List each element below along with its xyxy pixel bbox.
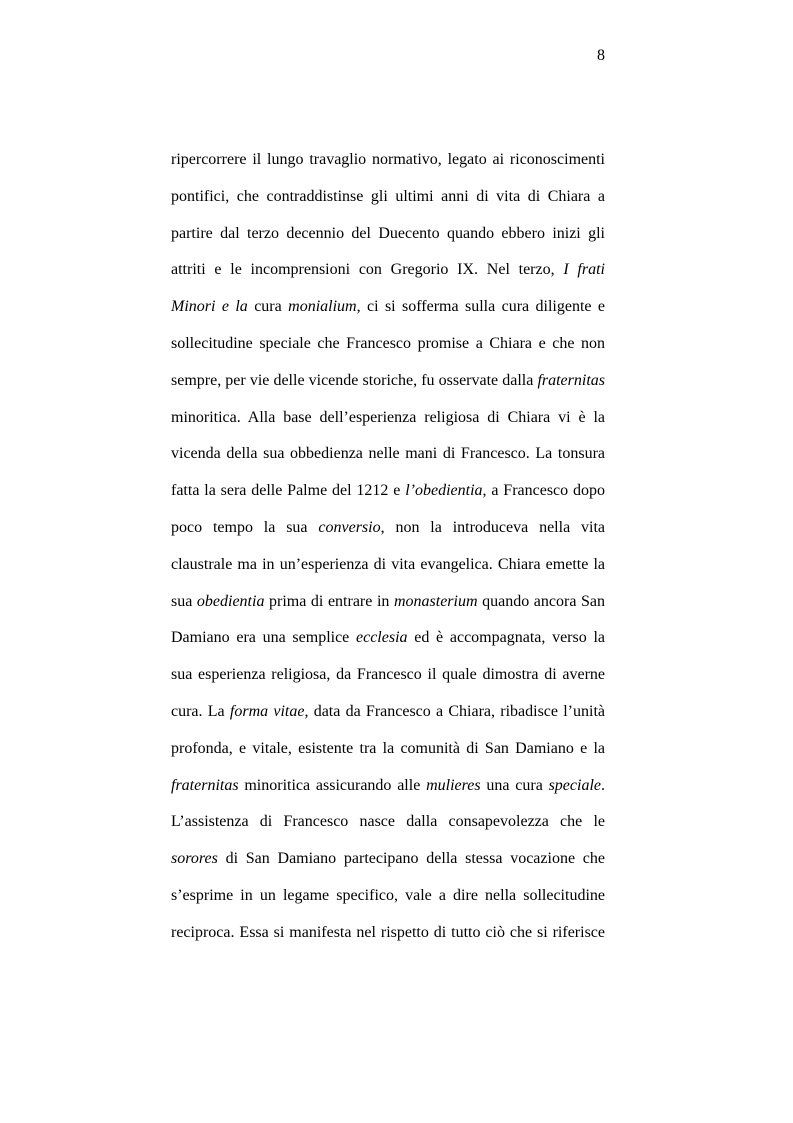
text-segment: Damiano era una semplice [171, 629, 356, 647]
text-segment: fatta la sera delle Palme del 1212 e [171, 482, 406, 500]
italic-segment: ecclesia [356, 629, 408, 647]
text-line [171, 442, 605, 479]
text-line [171, 258, 605, 295]
text-line [171, 148, 605, 185]
italic-segment: fraternitas [537, 371, 605, 389]
text-segment: L’assistenza di Francesco nasce dalla consapevolezza che le [171, 813, 605, 831]
italic-segment: l’obedientia [405, 482, 483, 500]
text-line [171, 700, 605, 737]
text-segment: vicenda della sua obbedienza nelle mani di Francesco. La tonsura [171, 445, 605, 463]
text-line [171, 406, 605, 443]
text-line [171, 222, 605, 259]
italic-segment: conversio [318, 518, 381, 536]
italic-segment: sorores [171, 850, 218, 868]
text-line [171, 590, 605, 627]
text-segment: ripercorrere il lungo travaglio normativo, legato ai riconoscimenti [171, 151, 605, 168]
text-segment: sempre, per vie delle vicende storiche, fu osservate dalla [171, 371, 538, 389]
text-line [171, 847, 605, 884]
italic-segment: I frati [563, 261, 605, 279]
text-segment: , a Francesco dopo [482, 482, 605, 500]
text-segment: . [601, 776, 605, 794]
text-segment: , data da Francesco a Chiara, ribadisce l’unità [304, 702, 606, 720]
italic-segment: monialium [288, 298, 357, 316]
text-line [171, 295, 605, 332]
text-line [171, 626, 605, 663]
text-segment: poco tempo la sua [171, 518, 319, 536]
text-line [171, 810, 605, 847]
text-line [171, 516, 605, 553]
text-line [171, 921, 605, 958]
text-segment: , non la introduceva nella vita [380, 518, 606, 536]
text-segment: cura. La [171, 702, 230, 720]
text-segment: reciproca. Essa si manifesta nel rispetto di tutto ciò che si riferisce [171, 923, 605, 941]
text-line [171, 553, 605, 590]
italic-segment: monasterium [393, 592, 478, 610]
text-segment: claustrale ma in un’esperienza di vita evangelica. Chiara emette la [171, 555, 605, 573]
italic-segment: fraternitas [171, 776, 239, 794]
text-segment: attriti e le incomprensioni con Gregorio IX. Nel terzo, [171, 261, 564, 279]
text-line [171, 185, 605, 222]
text-segment: prima di entrare in [264, 592, 394, 610]
text-segment: sua [171, 592, 197, 610]
text-segment: sollecitudine speciale che Francesco promise a Chiara e che non [171, 334, 605, 352]
italic-segment: Minori e la [171, 298, 248, 316]
text-line [171, 737, 605, 774]
text-segment: s’esprime in un legame specifico, vale a dire nella sollecitudine [171, 886, 605, 904]
text-segment: partire dal terzo decennio del Duecento quando ebbero inizi gli [171, 224, 605, 242]
text-segment: pontifici, che contraddistinse gli ultimi anni di vita di Chiara a [171, 187, 605, 205]
text-segment: , ci si sofferma sulla cura diligente e [356, 298, 606, 316]
text-segment: minoritica assicurando alle [238, 776, 427, 794]
italic-segment: obedientia [196, 592, 265, 610]
italic-segment: speciale [548, 776, 601, 794]
body-paragraph [171, 148, 605, 958]
text-segment: quando ancora San [477, 592, 605, 610]
text-line [171, 479, 605, 516]
text-segment: profonda, e vitale, esistente tra la comunità di San Damiano e la [171, 739, 605, 757]
text-line [171, 369, 605, 406]
text-segment: una cura [480, 776, 549, 794]
text-segment: minoritica. Alla base dell’esperienza religiosa di Chiara vi è la [171, 408, 605, 426]
text-line [171, 774, 605, 811]
italic-segment: forma vitae [229, 702, 305, 720]
text-segment: cura [247, 298, 289, 316]
page-number: 8 [597, 47, 605, 64]
text-line [171, 884, 605, 921]
text-segment: sua esperienza religiosa, da Francesco il quale dimostra di averne [171, 666, 605, 684]
text-segment: ed è accompagnata, verso la [407, 629, 605, 647]
text-line [171, 332, 605, 369]
text-segment: di San Damiano partecipano della stessa vocazione che [217, 850, 605, 868]
text-line [171, 663, 605, 700]
italic-segment: mulieres [426, 776, 481, 794]
